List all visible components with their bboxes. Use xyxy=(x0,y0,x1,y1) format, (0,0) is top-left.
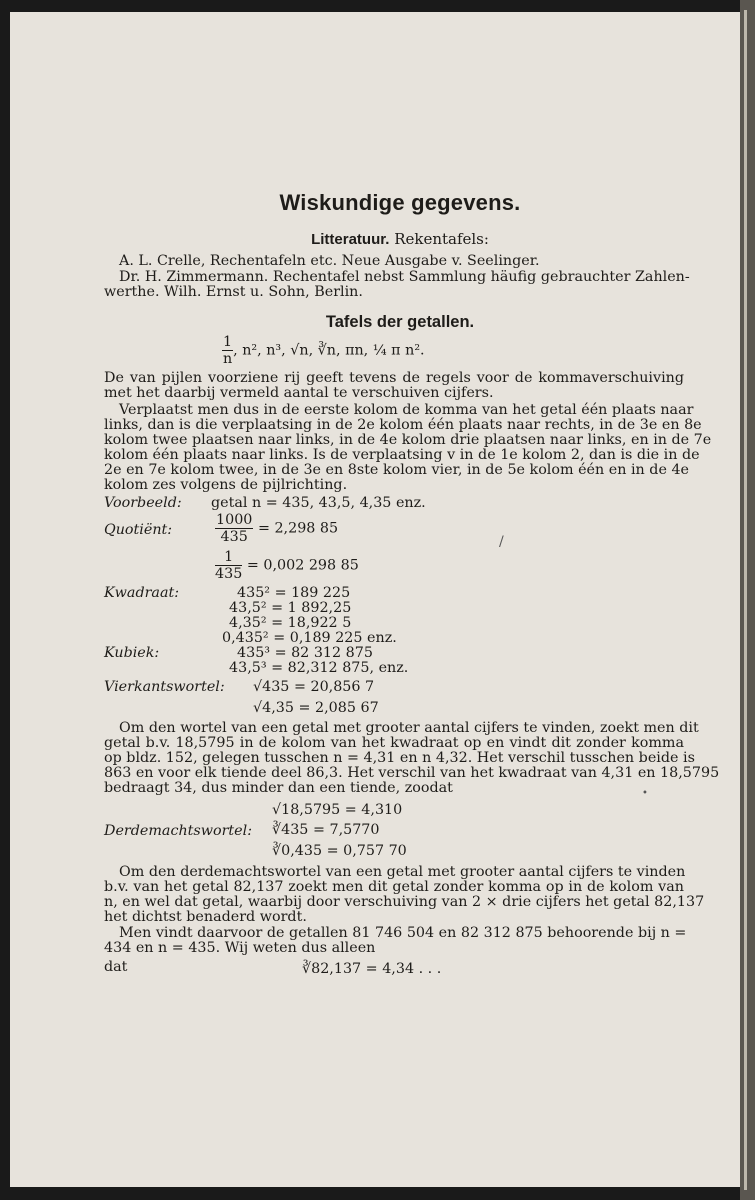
quotient-1: $\frac{1000}{435}$ = 2,298 85 xyxy=(216,512,339,545)
litteratuur-line xyxy=(10,230,740,248)
para2-line-5: 2e en 7e kolom twee, in de 3e en 8ste kolom vier, in de 5e kolom één en in de 4e xyxy=(104,462,690,478)
ref-line-1: A. L. Crelle, Rechentafeln etc. Neue Ausgabe v. Seelinger. xyxy=(119,253,540,269)
label-vierkantswortel: Vierkantswortel: xyxy=(104,679,225,695)
pencil-mark: / xyxy=(499,534,504,550)
label-kwadraat: Kwadraat: xyxy=(104,585,180,601)
book-page xyxy=(10,12,740,1187)
label-voorbeeld: Voorbeeld: xyxy=(104,495,182,511)
fraction-den: n xyxy=(222,351,233,367)
para2-line-6: kolom zes volgens de pijlrichting. xyxy=(104,477,348,493)
para3-line-4: 863 en voor elk tiende deel 86,3. Het verschil van het kwadraat van 4,31 en 18,5795 xyxy=(104,765,720,781)
kubiek-row-2: 43,5³ = 82,312 875, enz. xyxy=(229,660,409,676)
wortel-row-2: √4,35 = 2,085 67 xyxy=(253,700,379,716)
litteratuur-text: Rekentafels: xyxy=(394,230,489,248)
quotient-2: $\frac{1}{435}$ = 0,002 298 85 xyxy=(215,549,359,582)
para4-line-3: n, en wel dat getal, waarbij door verschuiving van 2 × drie cijfers het getal 82,137 xyxy=(104,894,705,910)
formula-fraction xyxy=(222,334,233,367)
label-quotient: Quotiënt: xyxy=(104,522,173,538)
para2-line-3: kolom twee plaatsen naar links, in de 4e kolom drie plaatsen naar links, en in de 7e xyxy=(104,432,712,448)
para4-line-4: het dichtst benaderd wordt. xyxy=(104,909,307,925)
fraction-num: 1 xyxy=(223,334,233,350)
ref-line-2: Dr. H. Zimmermann. Rechentafel nebst Sammlung häufig gebrauchter Zahlen- xyxy=(119,269,690,285)
voorbeeld-line: getal n = 435, 43,5, 4,35 enz. xyxy=(211,495,426,511)
para3-line-5: bedraagt 34, dus minder dan een tiende, zoodat xyxy=(104,780,453,796)
speck-mark: • xyxy=(642,788,648,799)
label-dat: dat xyxy=(104,959,128,975)
para3-line-2: getal b.v. 18,5795 in de kolom van het kwadraat op en vindt dit zonder komma xyxy=(104,735,684,751)
dat-formula: ∛82,137 = 4,34 . . . xyxy=(302,961,442,977)
ref-line-3: werthe. Wilh. Ernst u. Sohn, Berlin. xyxy=(104,284,363,300)
para5-line-1: Men vindt daarvoor de getallen 81 746 504 en 82 312 875 behoorende bij n = xyxy=(119,925,687,941)
litteratuur-label: Litteratuur. xyxy=(311,231,390,248)
para4-line-2: b.v. van het getal 82,137 zoekt men dit getal zonder komma op in de kolom van xyxy=(104,879,684,895)
para2-line-1: Verplaatst men dus in de eerste kolom de komma van het getal één plaats naar xyxy=(119,402,694,418)
kwadraat-row-2: 43,5² = 1 892,25 xyxy=(229,600,352,616)
kwadraat-row-4: 0,435² = 0,189 225 enz. xyxy=(222,630,397,646)
para4-line-1: Om den derdemachtswortel van een getal met grooter aantal cijfers te vinden xyxy=(119,864,686,880)
formula-rest: , n², n³, √n, ∛n, πn, ¼ π n². xyxy=(233,342,425,359)
derde-row-2: ∛0,435 = 0,757 70 xyxy=(272,843,407,859)
wortel-result: √18,5795 = 4,310 xyxy=(272,802,403,818)
para2-line-2: links, dan is die verplaatsing in de 2e kolom één plaats naar rechts, in de 3e en 8e xyxy=(104,417,702,433)
page-title: Wiskundige gegevens. xyxy=(279,190,521,215)
label-kubiek: Kubiek: xyxy=(104,645,160,661)
para1-line-2: met het daarbij vermeld aantal te verschuiven cijfers. xyxy=(104,385,494,401)
label-derdemachtswortel: Derdemachtswortel: xyxy=(104,823,253,839)
para3-line-3: op bldz. 152, gelegen tusschen n = 4,31 en n 4,32. Het verschil tusschen beide is xyxy=(104,750,695,766)
section-title: Tafels der getallen. xyxy=(325,313,475,331)
para2-line-4: kolom één plaats naar links. Is de verplaatsing v in de 1e kolom 2, dan is die in de xyxy=(104,447,700,463)
kubiek-row-1: 435³ = 82 312 875 xyxy=(237,645,373,661)
page-edge xyxy=(740,0,755,1200)
formula-line xyxy=(222,334,425,367)
kwadraat-row-3: 4,35² = 18,922 5 xyxy=(229,615,352,631)
para5-line-2: 434 en n = 435. Wij weten dus alleen xyxy=(104,940,376,956)
kwadraat-row-1: 435² = 189 225 xyxy=(237,585,351,601)
derde-row-1: ∛435 = 7,5770 xyxy=(272,822,380,838)
para3-line-1: Om den wortel van een getal met grooter aantal cijfers te vinden, zoekt men dit xyxy=(119,720,699,736)
wortel-row-1: √435 = 20,856 7 xyxy=(253,679,375,695)
para1-line-1: De van pijlen voorziene rij geeft tevens de regels voor de kommaverschuiving xyxy=(104,370,684,386)
